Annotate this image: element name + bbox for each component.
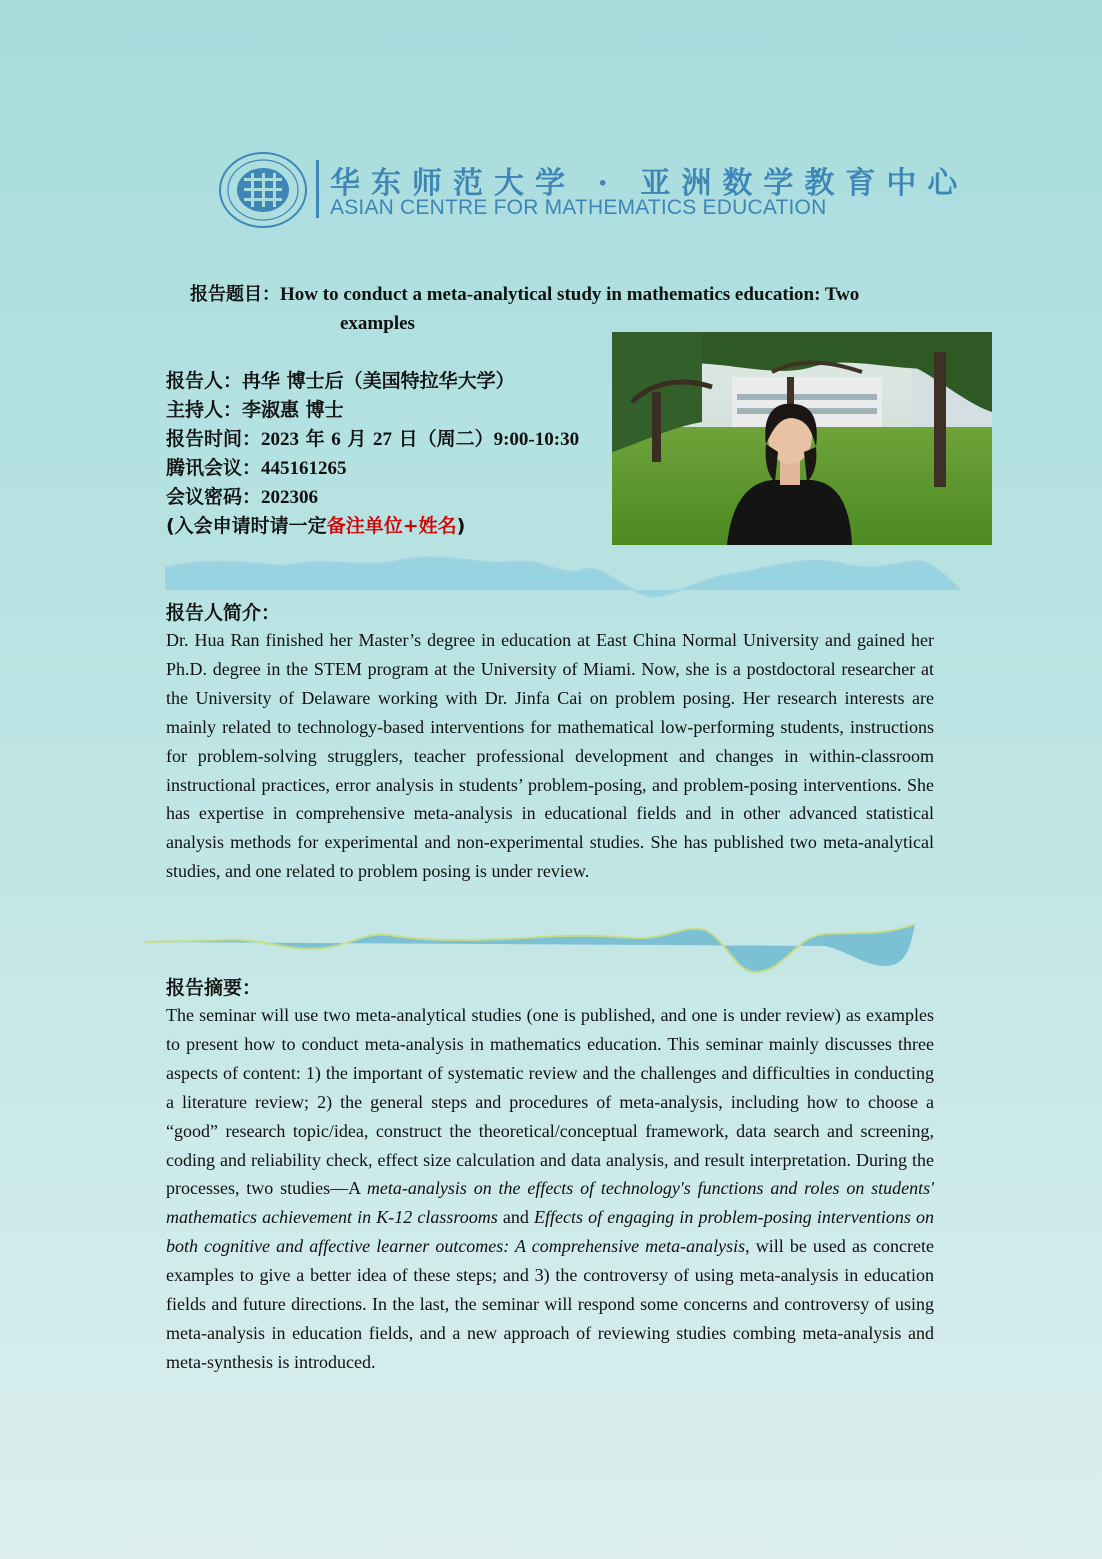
report-title <box>190 280 930 338</box>
time-line <box>166 424 579 451</box>
meeting-label: 腾讯会议： <box>166 457 262 479</box>
abstract-heading: 报告摘要： <box>166 977 262 999</box>
note-line <box>166 511 465 538</box>
host-line <box>166 395 344 422</box>
title-line2: examples <box>340 313 415 334</box>
time-weekday: 日（周二） <box>391 428 494 450</box>
abstract-part2: and <box>497 1207 534 1228</box>
abstract-part3: , will be used as concrete examples to give a better idea of these steps; and 3) the controversy of using meta-analysis in education fields and future directions. In the last, the seminar will respond some concerns and controversy of using meta-analysis in education fields, and a new approach of reviewing studies combing meta-analysis and meta-synthesis is introduced. <box>166 1236 934 1372</box>
host-label: 主持人： <box>166 399 243 421</box>
logo-divider <box>316 160 319 218</box>
time-label: 报告时间： <box>166 428 262 450</box>
decorative-wave-2 <box>145 920 925 980</box>
meeting-line <box>166 453 347 480</box>
abstract-part1: The seminar will use two meta-analytical studies (one is published, and one is under review) as examples to present how to conduct meta-analysis in mathematics education. This seminar mainly discusses three aspects of content: 1) the important of systematic review and the challenges and difficulties in conducting a literature review; 2) the general steps and procedures of meta-analysis, including how to choose a “good” research topic/idea, construct the theoretical/conceptual framework, data search and screening, coding and reliability check, effect size calculation and data analysis, and result interpretation. During the processes, two studies—A <box>166 1005 934 1199</box>
abstract-study-title-2: Effects of engaging in problem-posing interventions on both cognitive and affective learner outcomes: A comprehensive meta-analysis <box>166 1207 935 1257</box>
bio-text: Dr. Hua Ran finished her Master’s degree in education at East China Normal University and gained her Ph.D. degree in the STEM program at the University of Miami. Now, she is a postdoctoral researcher at the University of Delaware working with Dr. Jinfa Cai on problem posing. Her research interests are mainly related to technology-based interventions for mathematical low-performing students, instructions for problem-solving strugglers, teacher professional development and changes in within-classroom instructional practices, error analysis in students’ problem-posing, and problem-posing interventions. She has expertise in comprehensive meta-analysis in educational fields and in other advanced statistical analysis methods for experimental and non-experimental studies. She has published two meta-analytical studies, and one related to problem posing is under review. <box>166 630 934 882</box>
time-month: 6 <box>331 429 341 450</box>
bio-heading: 报告人简介： <box>166 602 281 624</box>
time-day: 27 <box>372 429 392 450</box>
host-value: 李淑惠 博士 <box>242 399 344 421</box>
university-seal-logo <box>218 151 308 229</box>
speaker-label: 报告人： <box>166 370 243 392</box>
abstract-text <box>166 1001 934 1377</box>
note-prefix: (入会申请时请一定 <box>166 515 327 537</box>
meeting-id: 445161265 <box>261 458 347 479</box>
decorative-wave-1 <box>163 548 963 608</box>
speaker-photo <box>612 332 992 545</box>
speaker-line <box>166 366 515 393</box>
note-suffix: ) <box>456 515 466 537</box>
time-hours: 9:00-10:30 <box>493 429 580 450</box>
logo-english-name: ASIAN CENTRE FOR MATHEMATICS EDUCATION <box>330 196 827 219</box>
title-label: 报告题目： <box>190 284 280 305</box>
note-highlight: 备注单位+姓名 <box>326 515 457 537</box>
password-label: 会议密码： <box>166 486 262 508</box>
meeting-password: 202306 <box>261 487 319 508</box>
speaker-value: 冉华 博士后（美国特拉华大学） <box>242 370 515 392</box>
password-line <box>166 482 318 509</box>
time-year: 2023 <box>261 429 300 450</box>
time-year-unit: 年 <box>299 428 332 450</box>
logo-chinese-name: 华东师范大学 · 亚洲数学教育中心 <box>330 166 969 201</box>
time-month-unit: 月 <box>340 428 373 450</box>
title-line1: How to conduct a meta-analytical study in mathematics education: Two <box>280 284 860 305</box>
abstract-study-title-1: meta-analysis on the effects of technology's functions and roles on students' mathematics achievement in K-12 classrooms <box>166 1178 934 1228</box>
